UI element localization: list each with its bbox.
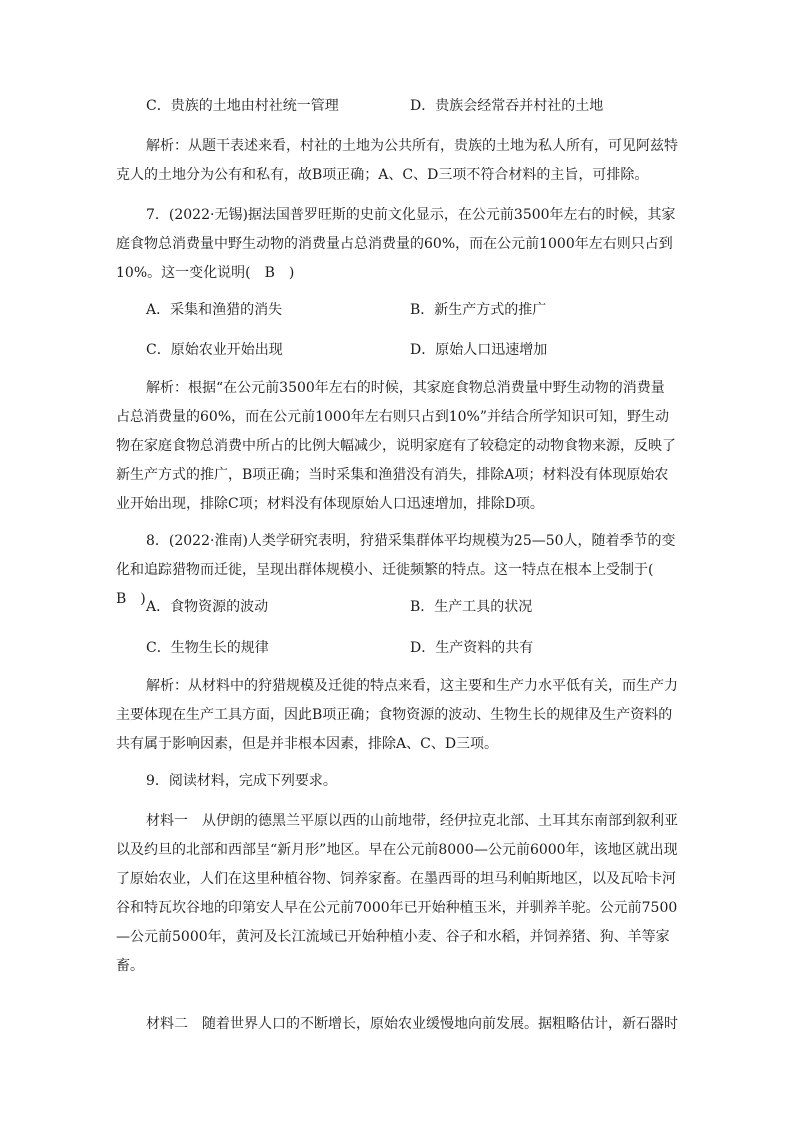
q7-option-c: C．原始农业开始出现 (146, 342, 283, 358)
q9-material-2: 材料二 随着世界人口的不断增长，原始农业缓慢地向前发展。据粗略估计，新石器时 (146, 1016, 678, 1032)
q6-option-d: D．贵族会经常吞并村社的土地 (410, 98, 604, 114)
q8-option-d: D．生产资料的共有 (410, 640, 534, 656)
q7-option-b: B．新生产方式的推广 (410, 302, 547, 318)
q8-option-c: C．生物生长的规律 (146, 640, 269, 656)
q7-stem: 7．(2022·无锡)据法国普罗旺斯的史前文化显示，在公元前3500年左右的时候，其家庭食物总消费量中野生动物的消费量占总消费量的60%，而在公元前1000年左右则只占到10%。这一变化说明( B ) (116, 207, 676, 281)
q7-option-a: A．采集和渔猎的消失 (146, 302, 283, 318)
q6-option-c: C．贵族的土地由村社统一管理 (146, 98, 339, 114)
q7-analysis: 解析：根据“在公元前3500年左右的时候，其家庭食物总消费量中野生动物的消费量占总消费量的60%，而在公元前1000年左右则只占到10%”并结合所学知识可知，野生动物在家庭食物总消费中所占的比例大幅减少，说明家庭有了较稳定的动物食物来源，反映了新生产方式的推广，B项正确；当时采集和渔猎没有消失，排除A项；材料没有体现原始农业开始出现，排除C项；材料没有体现原始人口迅速增加，排除D项。 (116, 380, 676, 512)
q6-analysis: 解析：从题干表述来看，村社的土地为公共所有，贵族的土地为私人所有，可见阿兹特克人的土地分为公有和私有，故B项正确；A、C、D三项不符合材料的主旨，可排除。 (116, 138, 678, 183)
q7-option-d: D．原始人口迅速增加 (410, 342, 548, 358)
q9-stem: 9．阅读材料，完成下列要求。 (146, 773, 337, 789)
q9-material-1: 材料一 从伊朗的德黑兰平原以西的山前地带，经伊拉克北部、土耳其东南部到叙利亚以及约旦的北部和西部呈“新月形”地区。早在公元前8000—公元前6000年，该地区就出现了原始农业，人们在这里种植谷物、饲养家畜。在墨西哥的坦马利帕斯地区，以及瓦哈卡河谷和特瓦坎谷地的印第安人早在公元前7000年已开始种植玉米，并驯养羊驼。公元前7500—公元前5000年，黄河及长江流域已开始种植小麦、谷子和水稻，并饲养猪、狗、羊等家畜。 (116, 813, 678, 974)
q8-option-a: A．食物资源的波动 (146, 599, 269, 615)
q8-analysis: 解析：从材料中的狩猎规模及迁徙的特点来看，这主要和生产力水平低有关，而生产力主要体现在生产工具方面，因此B项正确；食物资源的波动、生物生长的规律及生产资料的共有属于影响因素，但是并非根本因素，排除A、C、D三项。 (116, 678, 678, 752)
q8-option-b: B．生产工具的状况 (410, 599, 533, 615)
q8-stem: 8．(2022·淮南)人类学研究表明，狩猎采集群体平均规模为25—50人，随着季节的变化和追踪猎物而迁徙，呈现出群体规模小、迁徙频繁的特点。这一特点在根本上受制于( B ) (116, 533, 676, 607)
